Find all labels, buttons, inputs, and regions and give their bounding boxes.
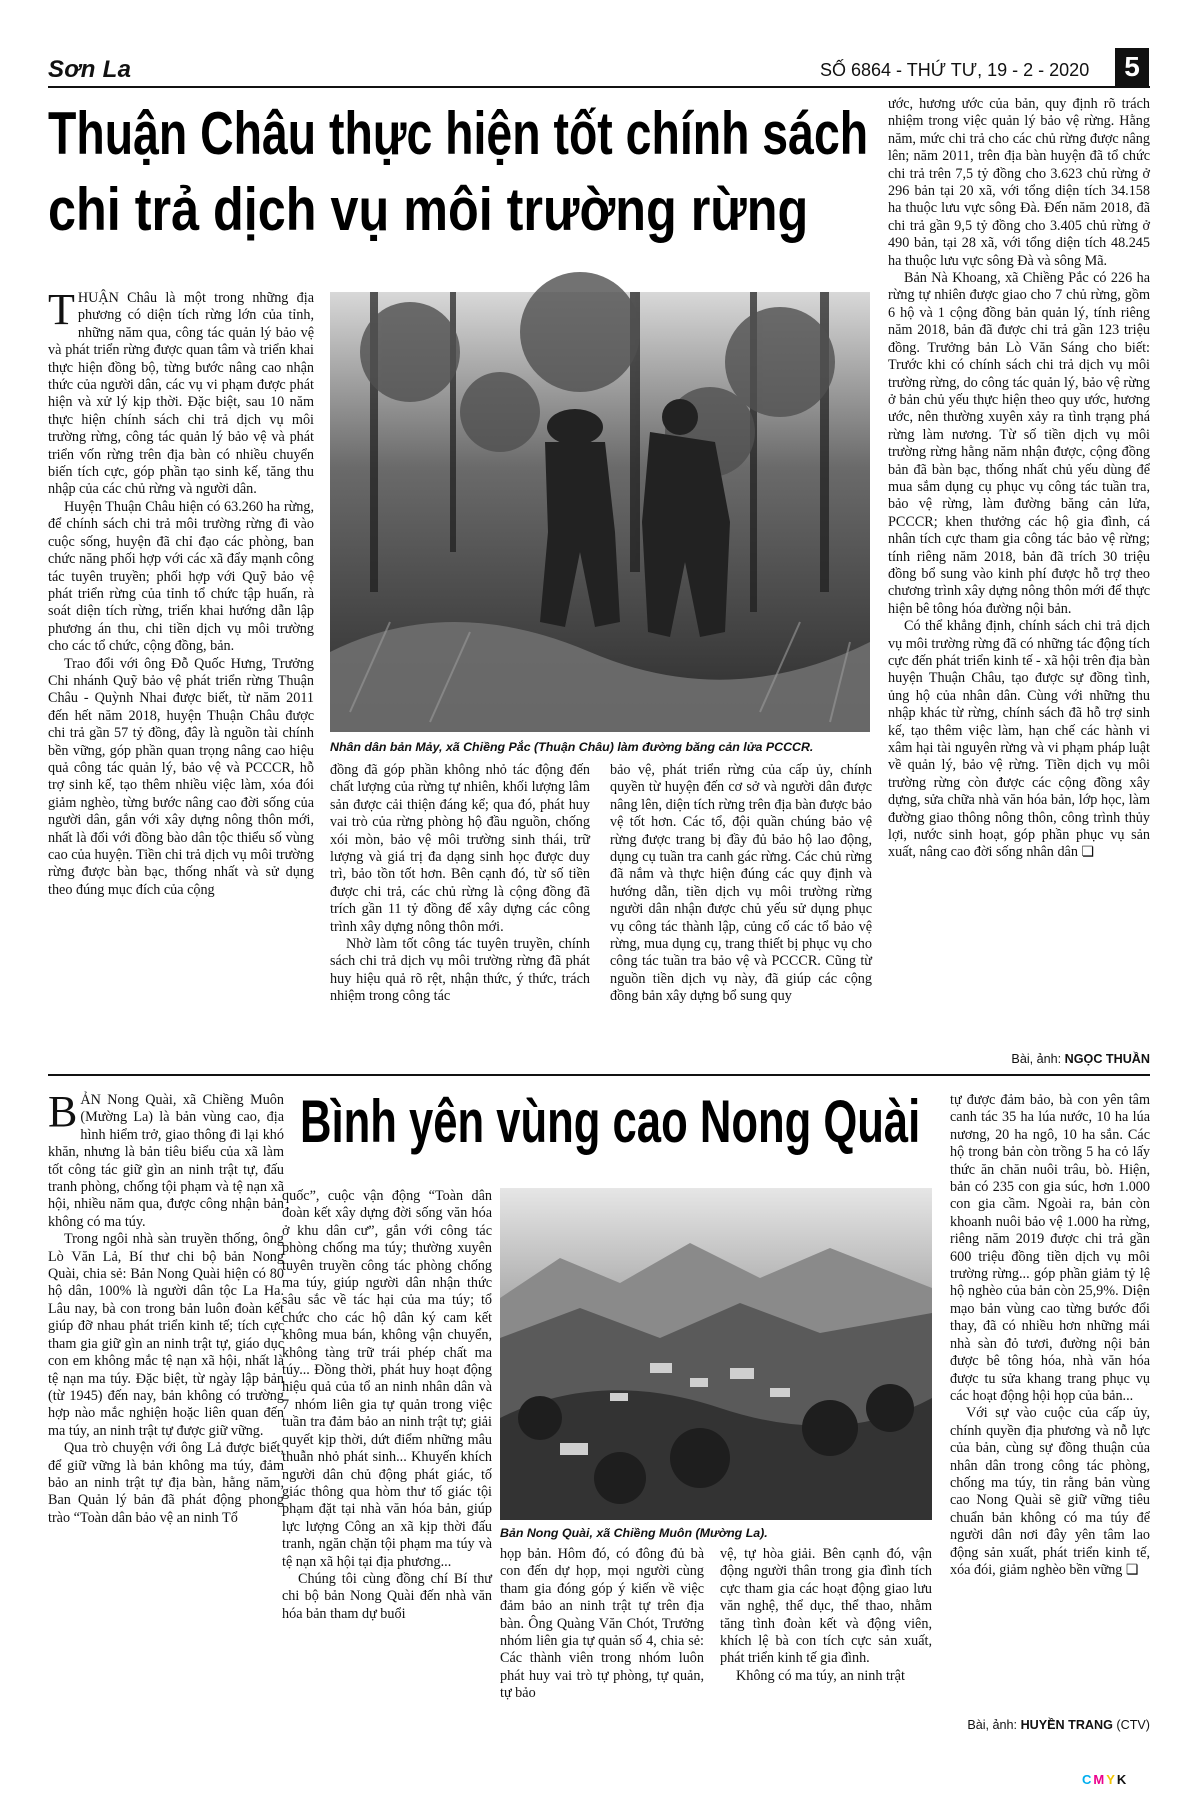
article1-column-1 [48, 285, 314, 990]
byline-prefix: Bài, ảnh: [1011, 1052, 1065, 1066]
article2-paragraph: vệ, tự hòa giải. Bên cạnh đó, vận động người thân trong gia đình tích cực tham gia các hoạt động giao lưu văn nghệ, thể dục, thể thao, nhằm tăng tình đoàn kết và động viên, khích lệ bà con tích cực sản xuất, phát triển kinh tế gia đình. [720, 1546, 932, 1667]
issue-info: SỐ 6864 - THỨ TƯ, 19 - 2 - 2020 [820, 60, 1090, 80]
header-rule [48, 86, 1150, 88]
article1-photo-caption: Nhân dân bản Mảy, xã Chiềng Pắc (Thuận Châu) làm đường băng cản lửa PCCCR. [330, 740, 814, 754]
article1-column-3 [610, 762, 872, 1005]
byline-suffix: (CTV) [1112, 1718, 1150, 1732]
cmyk-k: K [1116, 1772, 1129, 1787]
article1-drop-cap: T [48, 285, 75, 334]
forest-workers-image [330, 292, 870, 732]
article2-paragraph: ẢN Nong Quài, xã Chiềng Muôn (Mường La) là bản vùng cao, địa hình hiểm trở, giao thông đi lại khó khăn, nhưng là bản tiêu biểu của xã làm tốt công tác giữ gìn an ninh trật tự, đấu tranh phòng, chống tội phạm và tệ nạn xã hội, nhiều năm qua, được công nhận bản không có ma túy. [48, 1092, 284, 1230]
article2-paragraph: Trong ngôi nhà sàn truyền thống, ông Lò Văn Lả, Bí thư chi bộ bản Nong Quài, chia sẻ: Bản Nong Quài hiện có 80 hộ dân, 100% là người dân tộc La Ha. Lâu nay, bà con trong bản luôn đoàn kết giúp đỡ nhau phát triển kinh tế; tích cực tham gia giữ gìn an ninh trật tự, giáo dục con em không mắc tệ nạn xã hội, nhất là tệ nạn ma túy. Đặc biệt, từ ngày lập bản (từ 1945) đến nay, bản không có trường hợp nào mắc nghiện hoặc liên quan đến ma túy, an ninh trật tự được giữ vững. [48, 1231, 284, 1439]
byline-prefix: Bài, ảnh: [967, 1718, 1021, 1732]
article2-paragraph: quốc”, cuộc vận động “Toàn dân đoàn kết xây dựng đời sống văn hóa ở khu dân cư”, gắn với công tác phòng chống ma túy; thường xuyên tuyên truyền công tác phòng chống ma túy, giúp người dân nhận thức sâu sắc về tác hại của ma túy; tổ chức cho các hộ dân ký cam kết không mua bán, không vận chuyển, không tàng trữ trái phép chất ma túy... Đồng thời, phát huy hoạt động hiệu quả của tổ an ninh nhân dân và 7 nhóm liên gia tự quản trong việc tuần tra đảm bảo an ninh trật tự; giải quyết kịp thời, dứt điểm những mâu thuẫn nhỏ phát sinh... Khuyến khích người dân chủ động phát giác, tố giác thông qua hòm thư tố giác tội phạm đặt tại nhà văn hóa bản, giúp lực lượng Công an xã kịp thời đấu tranh, ngăn chặn tội phạm ma túy và tệ nạn xã hội tại địa phương... [282, 1188, 492, 1570]
article2-paragraph: họp bản. Hôm đó, có đông đủ bà con đến dự họp, mọi người cùng tham gia đóng góp ý kiến về việc đảm bảo an ninh trật tự trên địa bàn. Ông Quàng Văn Chót, Trưởng nhóm liên gia tự quản số 4, chia sẻ: Các thành viên trong nhóm luôn phát huy vai trò tự phòng, tự quản, tự bảo [500, 1546, 704, 1702]
article1-title-line2: chi trả dịch vụ môi trường rừng [48, 176, 809, 243]
byline-author: NGỌC THUẦN [1064, 1052, 1150, 1066]
article1-paragraph: HUẬN Châu là một trong những địa phương có diện tích rừng lớn của tỉnh, những năm qua, công tác quản lý bảo vệ và phát triển rừng được quan tâm và triển khai thực hiện đồng bộ, từng bước nâng cao nhận thức của người dân, các vụ vi phạm được phát hiện và xử lý kịp thời. Đặc biệt, sau 10 năm thực hiện chính sách chi trả dịch vụ môi trường rừng, công tác quản lý bảo vệ và phát triển vốn rừng trên địa bàn có nhiều chuyển biến tích cực, góp phần tạo sinh kế, tăng thu nhập của các chủ rừng và người dân. [48, 290, 314, 498]
article2-column-3 [500, 1546, 704, 1732]
article1-byline [888, 1052, 1150, 1066]
article2-paragraph: Chúng tôi cùng đồng chí Bí thư chi bộ bản Nong Quài đến nhà văn hóa bản tham dự buổi [282, 1570, 492, 1622]
article2-photo [500, 1188, 932, 1520]
article2-paragraph: Qua trò chuyện với ông Lả được biết, để giữ vững là bản không ma túy, đảm bảo an ninh trật tự địa bàn, hằng năm, Ban Quản lý bản đã phát động phong trào “Toàn dân bảo vệ an ninh Tổ [48, 1440, 284, 1526]
cmyk-m: M [1093, 1772, 1107, 1787]
article1-column-2 [330, 762, 590, 1005]
article2-paragraph: Không có ma túy, an ninh trật [736, 1667, 905, 1684]
article2-column-4 [720, 1546, 932, 1732]
article1-paragraph: Huyện Thuận Châu hiện có 63.260 ha rừng, để chính sách chi trả môi trường rừng đi vào cuộc sống, huyện đã chỉ đạo các phòng, ban chức năng phối hợp với các xã đẩy mạnh công tác tuyên truyền; phối hợp với Quỹ bảo vệ phát triển rừng của tỉnh tổ chức tập huấn, rà soát diện tích rừng, triển khai hướng dẫn lập phương án thu, chi tiền dịch vụ môi trường cho các tổ chức, cộng đồng, bản. [48, 498, 314, 655]
article2-paragraph: tự được đảm bảo, bà con yên tâm canh tác 35 ha lúa nước, 10 ha lúa nương, 20 ha ngô, 10 ha sắn. Các hộ trong bản còn trồng 5 ha cỏ lấy thức ăn chăn nuôi trâu, bò. Hiện, bản có 235 con gia súc, hơn 1.000 con gia cầm. Ngoài ra, bản còn khoanh nuôi bảo vệ 1.000 ha rừng, riêng năm 2019 được chi trả gần 600 triệu đồng tiền dịch vụ môi trường rừng... góp phần giảm tỷ lệ hộ nghèo của bản còn 25,9%. Diện mạo bản vùng cao từng bước đổi thay, đã có nhiều hơn những mái nhà sàn đỏ tươi, đường nội bản được bê tông hóa, nhà văn hóa được tu sửa khang trang phục vụ các hoạt động hội họp của bản... [950, 1092, 1150, 1404]
article2-drop-cap: B [48, 1087, 78, 1136]
article-separator [48, 1074, 1150, 1076]
section-name: Sơn La [48, 56, 132, 83]
article1-column-4 [888, 96, 1150, 1046]
article1-paragraph: Bản Nà Khoang, xã Chiềng Pắc có 226 ha rừng tự nhiên được giao cho 7 chủ rừng, gồm 6 hộ và 1 cộng đồng bản quản lý, tính riêng năm 2018, bản đã được chi trả gần 123 triệu đồng. Trưởng bản Lò Văn Sáng cho biết: Trước khi có chính sách chi trả dịch vụ môi trường rừng, do công tác quản lý, bảo vệ rừng ở bản chủ yếu thực hiện theo quy ước, hương ước, nên thường xuyên xảy ra tình trạng phá rừng làm nương. Từ số tiền dịch vụ môi trường rừng hằng năm nhận được, cộng đồng bản đã bàn bạc, thống nhất chủ yếu dùng để mua sắm dụng cụ phục vụ công tác tuần tra, bảo vệ rừng, làm đường băng cản lửa, PCCCR; khen thưởng các hộ gia đình, cá nhân tích cực tham gia công tác bảo vệ rừng; tính riêng năm 2018, bản đã trích 30 triệu đồng bổ sung vào kinh phí được hỗ trợ theo chương trình xây dựng nông thôn mới để thực hiện bê tông hóa đường nội bản. [888, 270, 1150, 617]
page-number: 5 [1115, 48, 1149, 86]
article2-column-1 [48, 1087, 284, 1732]
article2-column-2 [282, 1188, 492, 1732]
cmyk-y: Y [1106, 1772, 1117, 1787]
article1-paragraph: đồng đã góp phần không nhỏ tác động đến chất lượng của rừng tự nhiên, khối lượng lâm sản được cải thiện đáng kể; qua đó, phát huy vai trò của rừng phòng hộ đầu nguồn, chống xói mòn, bảo vệ môi trường sinh thái, trữ lượng và giá trị đa dạng sinh học được duy trì, bảo tồn tốt hơn. Bên cạnh đó, từ số tiền được chi trả, các chủ rừng là cộng đồng đã trích gần 11 tỷ đồng để xây dựng các công trình xây dựng nông thôn mới. [330, 762, 590, 935]
cmyk-marker [1082, 1772, 1128, 1787]
article1-paragraph: Có thể khẳng định, chính sách chi trả dịch vụ môi trường rừng đã có những tác động tích cực đến phát triển kinh tế - xã hội trên địa bàn huyện Thuận Châu, tạo được sự đồng tình, ủng hộ của nhân dân. Cùng với những thu nhập khác từ rừng, chính sách đã hỗ trợ sinh kế, tạo thêm việc làm, hạn chế các hành vi xâm hại tài nguyên rừng và vi phạm pháp luật về quản lý, bảo vệ rừng. Tiền dịch vụ môi trường rừng còn được các cộng đồng xây dựng, sửa chữa nhà văn hóa bản, lớp học, làm đường giao thông nông thôn, công trình thủy lợi, nước sinh hoạt, góp phần phục vụ sản xuất, nâng cao đời sống nhân dân ❏ [888, 618, 1150, 861]
article2-paragraph: Với sự vào cuộc của cấp ủy, chính quyền địa phương và nỗ lực của bản, cùng sự đồng thuận của nhân dân trong công tác phòng, chống ma túy, tin rằng bản vùng cao Nong Quài sẽ giữ vững tiêu chuẩn bản không có ma túy để người dân nơi đây yên tâm lao động sản xuất, phát triển kinh tế, xóa đói, giảm nghèo bền vững ❏ [950, 1405, 1150, 1578]
article2-column-5 [950, 1092, 1150, 1718]
article2-title: Bình yên vùng cao Nong Quài [300, 1088, 921, 1155]
byline-author: HUYỀN TRANG [1020, 1718, 1113, 1732]
village-landscape-image [500, 1188, 932, 1520]
article1-paragraph: ước, hương ước của bản, quy định rõ trách nhiệm trong việc quản lý bảo vệ rừng. Hằng năm, mức chi trả cho các chủ rừng được nâng lên; năm 2011, trên địa bàn huyện đã tổ chức chi trả trên 7,5 tỷ đồng cho 3.623 chủ rừng ở 296 bản tại 20 xã, với tổng diện tích 34.158 ha thuộc lưu vực sông Đà. Đến năm 2018, đã chi trả gần 9,5 tỷ đồng cho 3.405 chủ rừng ở 490 bản, tại 28 xã, với tổng diện tích 48.245 ha thuộc lưu vực sông Đà và sông Mã. [888, 96, 1150, 269]
article1-paragraph: bảo vệ, phát triển rừng của cấp ủy, chính quyền từ huyện đến cơ sở và người dân được nâng lên, diện tích rừng trên địa bàn được bảo vệ tốt hơn. Các tổ, đội quần chúng bảo vệ rừng được trang bị đầy đủ bảo hộ lao động, dụng cụ tuần tra canh gác rừng. Các chủ rừng đã nắm và thực hiện đúng các quy định và hướng dẫn, tiền dịch vụ môi trường rừng người dân nhận được chủ yếu sử dụng phục vụ công tác thành lập, củng cố các tổ bảo vệ rừng, mua dụng cụ, trang thiết bị phục vụ cho công tác tuần tra bảo vệ và PCCCR. Cũng từ nguồn tiền dịch vụ này, đã giúp các cộng đồng bản xây dựng bổ sung quy [610, 762, 872, 1005]
article2-byline [930, 1718, 1150, 1732]
article1-paragraph: Nhờ làm tốt công tác tuyên truyền, chính sách chi trả dịch vụ môi trường rừng đã phát huy hiệu quả rõ rệt, nhận thức, ý thức, trách nhiệm trong công tác [330, 936, 590, 1005]
article1-photo [330, 292, 870, 732]
article1-paragraph: Trao đổi với ông Đỗ Quốc Hưng, Trưởng Chi nhánh Quỹ bảo vệ phát triển rừng Thuận Châu - Quỳnh Nhai được biết, từ năm 2011 đến hết năm 2018, huyện Thuận Châu được chi trả gần 57 tỷ đồng, đây là nguồn tài chính bền vững, góp phần quan trọng nâng cao hiệu quả công tác quản lý, bảo vệ và PCCCR, hỗ trợ sinh kế, tạo thêm nhiều việc làm, xóa đói giảm nghèo, từng bước nâng cao đời sống của người dân, gắn với xây dựng nông thôn mới, nhất là đối với đồng bào dân tộc thiểu số vùng cao của huyện. Tiền chi trả dịch vụ môi trường rừng được bàn bạc, thống nhất và sử dụng theo đúng mục đích của cộng [48, 655, 314, 898]
article2-photo-caption: Bản Nong Quài, xã Chiềng Muôn (Mường La). [500, 1526, 768, 1540]
article1-title-line1: Thuận Châu thực hiện tốt chính sách [48, 100, 869, 167]
cmyk-c: C [1082, 1772, 1094, 1787]
